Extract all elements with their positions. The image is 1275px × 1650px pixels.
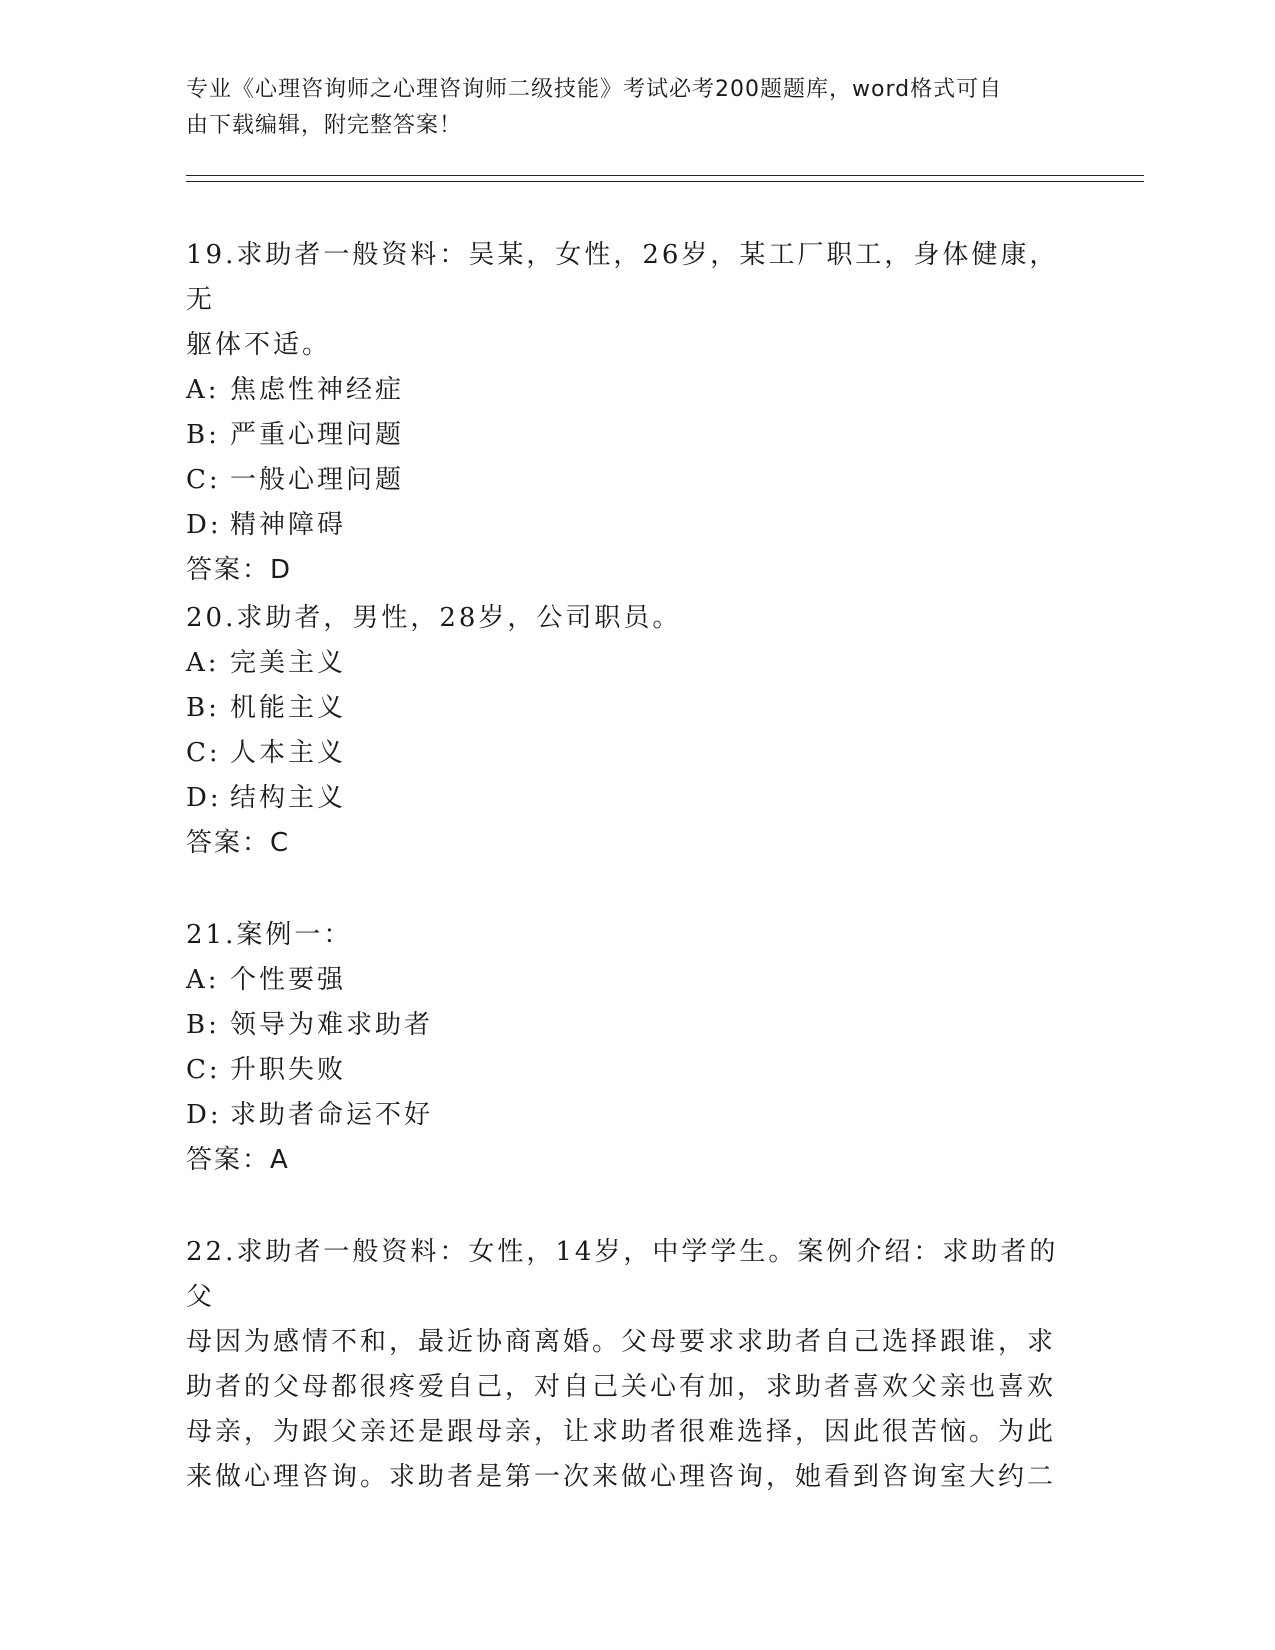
option-label: D: [186, 783, 222, 813]
question-stem-line: 助者的父母都很疼爱自己，对自己关心有加，求助者喜欢父亲也喜欢 [186, 1372, 1057, 1402]
option-a [186, 958, 1086, 1003]
option-d [186, 1093, 1086, 1138]
header-line-1: 专业《心理咨询师之心理咨询师二级技能》考试必考200题题库，word格式可自 [186, 77, 1003, 102]
question-stem-line: 22.求助者一般资料：女性，14岁，中学学生。案例介绍：求助者的父 [186, 1237, 1059, 1312]
answer-line: 答案：C [186, 828, 291, 858]
option-text: 完美主义 [230, 648, 347, 678]
question-stem-line: 21.案例一： [186, 920, 353, 950]
option-text: 领导为难求助者 [230, 1010, 434, 1040]
option-text: 求助者命运不好 [230, 1100, 434, 1130]
option-label: C: [186, 738, 221, 768]
option-text: 机能主义 [230, 693, 347, 723]
option-text: 结构主义 [230, 783, 347, 813]
option-label: B: [186, 693, 220, 723]
option-a [186, 368, 1086, 413]
question-stem-line: 母因为感情不和，最近协商离婚。父母要求求助者自己选择跟谁，求 [186, 1327, 1057, 1357]
answer-line: 答案：D [186, 555, 293, 585]
option-text: 精神障碍 [230, 510, 347, 540]
option-b [186, 686, 1086, 731]
option-c [186, 1048, 1086, 1093]
question-stem-line: 19.求助者一般资料：吴某，女性，26岁，某工厂职工，身体健康，无 [186, 240, 1059, 315]
question-stem-line: 20.求助者，男性，28岁，公司职员。 [186, 603, 682, 633]
question-20 [186, 596, 1086, 866]
option-b [186, 1003, 1086, 1048]
option-label: B: [186, 420, 220, 450]
option-d [186, 776, 1086, 821]
option-text: 一般心理问题 [230, 465, 405, 495]
option-label: C: [186, 465, 221, 495]
header-line-2: 由下载编辑，附完整答案！ [186, 113, 463, 138]
question-stem-line: 母亲，为跟父亲还是跟母亲，让求助者很难选择，因此很苦恼。为此 [186, 1417, 1057, 1447]
option-text: 严重心理问题 [230, 420, 405, 450]
option-label: A: [186, 375, 220, 405]
option-d [186, 503, 1086, 548]
header-divider-top [186, 175, 1144, 176]
header-divider-bottom [186, 181, 1144, 182]
option-text: 焦虑性神经症 [230, 375, 405, 405]
question-stem-line: 躯体不适。 [186, 330, 332, 360]
question-22 [186, 1230, 1086, 1500]
question-21 [186, 913, 1086, 1183]
option-label: C: [186, 1055, 221, 1085]
option-label: A: [186, 648, 220, 678]
answer-line: 答案：A [186, 1145, 290, 1175]
option-label: A: [186, 965, 220, 995]
option-a [186, 641, 1086, 686]
question-stem-line: 来做心理咨询。求助者是第一次来做心理咨询，她看到咨询室大约二 [186, 1462, 1057, 1492]
option-text: 升职失败 [230, 1055, 347, 1085]
option-text: 人本主义 [230, 738, 347, 768]
question-19 [186, 233, 1086, 593]
option-c [186, 731, 1086, 776]
option-c [186, 458, 1086, 503]
option-text: 个性要强 [230, 965, 347, 995]
option-label: D: [186, 510, 222, 540]
option-label: B: [186, 1010, 220, 1040]
document-header [186, 72, 1066, 144]
option-b [186, 413, 1086, 458]
option-label: D: [186, 1100, 222, 1130]
